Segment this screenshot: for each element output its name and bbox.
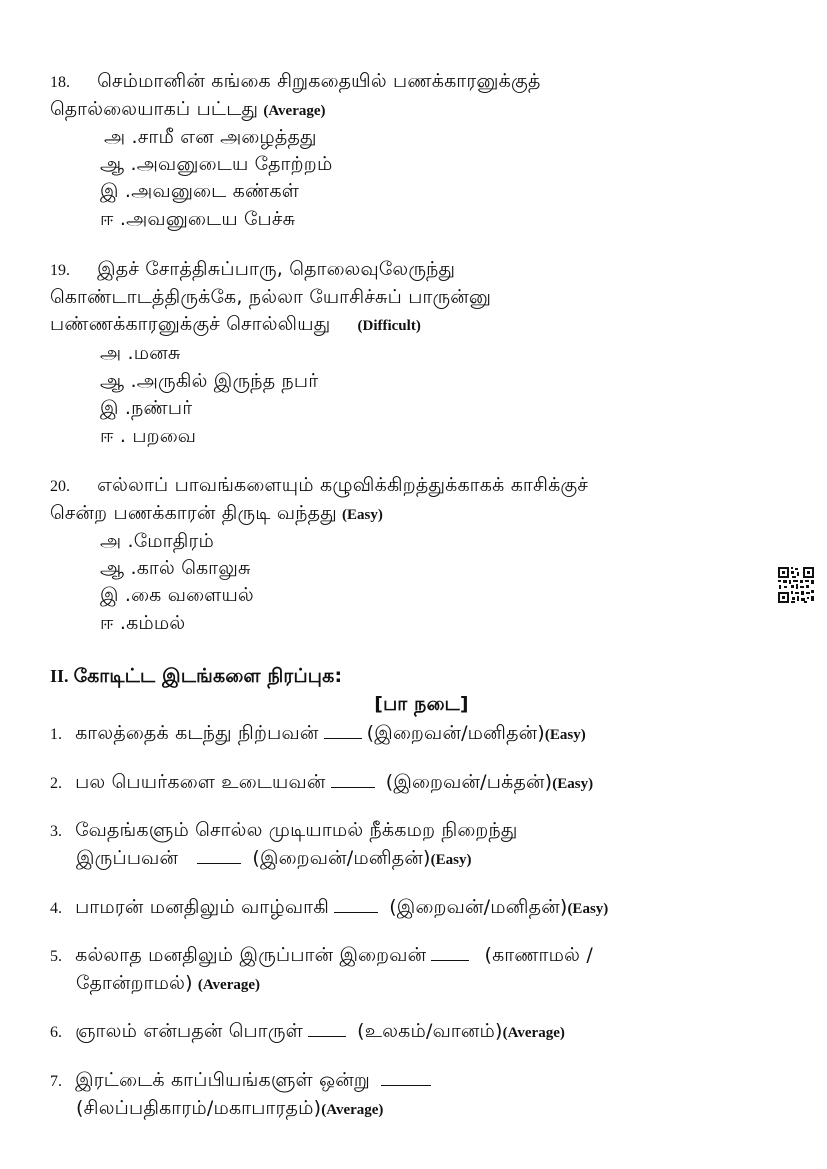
item-text: காலத்தைக் கடந்து நிற்பவன் bbox=[75, 722, 319, 744]
item-number: 6. bbox=[50, 1024, 62, 1041]
option-i: இ .அவனுடை கண்கள் bbox=[100, 180, 300, 202]
option-a: அ .சாமீ என அழைத்தது bbox=[104, 126, 317, 148]
answer-blank[interactable] bbox=[334, 898, 378, 913]
answer-blank[interactable] bbox=[308, 1022, 346, 1037]
item-text: கல்லாத மனதிலும் இருப்பான் இறைவன் bbox=[75, 944, 427, 966]
fill-item-2 bbox=[50, 771, 593, 796]
item-text: ஞாலம் என்பதன் பொருள் bbox=[75, 1020, 303, 1042]
option-aa: ஆ .அருகில் இருந்த நபர் bbox=[100, 370, 319, 392]
answer-blank[interactable] bbox=[324, 724, 362, 739]
fill-item-5-line-2 bbox=[76, 972, 260, 997]
difficulty-label: (Easy) bbox=[567, 901, 609, 917]
question-text: இதச் சோத்திசுப்பாரு, தொலைவுலேருந்து bbox=[97, 258, 456, 280]
option-ii: ஈ . பறவை bbox=[100, 425, 197, 447]
item-choices: (சிலப்பதிகாரம்/மகாபாரதம்) bbox=[76, 1097, 322, 1119]
item-number: 3. bbox=[50, 823, 62, 840]
question-19-line-1 bbox=[50, 258, 455, 283]
difficulty-label: (Average) bbox=[197, 977, 261, 993]
question-19-line-2 bbox=[50, 286, 491, 311]
item-text: பாமரன் மனதிலும் வாழ்வாகி bbox=[75, 896, 329, 918]
item-text: வேதங்களும் சொல்ல முடியாமல் நீக்கமற நிறைந்து bbox=[75, 819, 518, 841]
item-text: பல பெயர்களை உடையவன் bbox=[75, 771, 326, 793]
answer-blank[interactable] bbox=[197, 849, 241, 864]
fill-item-7-line-2 bbox=[76, 1097, 383, 1122]
item-number: 1. bbox=[50, 726, 62, 743]
option-i: இ .கை வளையல் bbox=[100, 584, 254, 606]
fill-item-6 bbox=[50, 1020, 565, 1045]
question-20-line-1 bbox=[50, 474, 588, 499]
item-choices: (இறைவன்/மனிதன்) bbox=[252, 847, 431, 869]
fill-item-3-line-2 bbox=[76, 847, 471, 872]
question-20-line-2 bbox=[50, 502, 383, 527]
answer-blank[interactable] bbox=[431, 946, 469, 961]
fill-item-4 bbox=[50, 896, 608, 921]
option-a: அ .மனசு bbox=[100, 342, 181, 364]
item-number: 4. bbox=[50, 900, 62, 917]
fill-item-3-line-1 bbox=[50, 819, 518, 844]
qr-code-icon bbox=[777, 566, 815, 604]
option-ii: ஈ .அவனுடைய பேச்சு bbox=[100, 208, 296, 230]
fill-item-5-line-1 bbox=[50, 944, 593, 969]
difficulty-label: (Easy) bbox=[342, 507, 383, 523]
question-text: கொண்டாடத்திருக்கே, நல்லா யோசிச்சுப் பாருன்னு bbox=[50, 286, 492, 308]
difficulty-label: (Easy) bbox=[544, 727, 586, 743]
option-ii: ஈ .கம்மல் bbox=[100, 612, 186, 634]
option-aa: ஆ .அவனுடைய தோற்றம் bbox=[100, 153, 333, 175]
question-text: தொல்லையாகப் பட்டது bbox=[50, 98, 259, 120]
section-heading bbox=[50, 665, 342, 690]
question-18-line-2 bbox=[50, 98, 326, 123]
difficulty-label: (Easy) bbox=[552, 776, 594, 792]
difficulty-label: (Easy) bbox=[430, 852, 472, 868]
item-choices: (உலகம்/வானம்) bbox=[357, 1020, 503, 1042]
item-choices: (இறைவன்/மனிதன்) bbox=[389, 896, 568, 918]
item-number: 7. bbox=[50, 1073, 62, 1090]
item-text: இருப்பவன் bbox=[76, 847, 179, 869]
option-a: அ .மோதிரம் bbox=[100, 530, 214, 552]
fill-item-7-line-1 bbox=[50, 1069, 431, 1094]
item-choices: (இறைவன்/பக்தன்) bbox=[385, 771, 553, 793]
difficulty-label: (Average) bbox=[321, 1102, 384, 1118]
question-text: சென்ற பணக்காரன் திருடி வந்தது bbox=[50, 502, 337, 524]
question-18-line-1 bbox=[50, 70, 541, 95]
section-number: II. bbox=[50, 666, 69, 686]
question-text: பண்ணக்காரனுக்குச் சொல்லியது bbox=[50, 313, 331, 335]
item-choices: (காணாமல் / bbox=[484, 944, 593, 966]
fill-item-1 bbox=[50, 722, 586, 747]
question-text: செம்மானின் கங்கை சிறுகதையில் பணக்காரனுக்குத் bbox=[97, 70, 541, 92]
question-number: 19. bbox=[50, 262, 70, 279]
item-number: 2. bbox=[50, 775, 62, 792]
difficulty-label: (Difficult) bbox=[357, 318, 421, 334]
option-aa: ஆ .கால் கொலுசு bbox=[100, 557, 251, 579]
item-number: 5. bbox=[50, 948, 62, 965]
answer-blank[interactable] bbox=[381, 1071, 431, 1086]
question-19-line-3 bbox=[50, 313, 421, 338]
question-text: எல்லாப் பாவங்களையும் கழுவிக்கிறத்துக்காகக் காசிக்குச் bbox=[97, 474, 589, 496]
question-number: 18. bbox=[50, 74, 70, 91]
question-number: 20. bbox=[50, 478, 70, 495]
item-choices: (இறைவன்/மனிதன்) bbox=[366, 722, 545, 744]
item-text: இரட்டைக் காப்பியங்களுள் ஒன்று bbox=[75, 1069, 370, 1091]
item-choices: தோன்றாமல்) bbox=[76, 972, 193, 994]
difficulty-label: (Average) bbox=[263, 103, 326, 119]
difficulty-label: (Average) bbox=[502, 1025, 565, 1041]
section-subtitle: [பா நடை] bbox=[374, 693, 469, 715]
section-title: கோடிட்ட இடங்களை நிரப்புக: bbox=[73, 665, 343, 687]
option-i: இ .நண்பர் bbox=[100, 397, 193, 419]
answer-blank[interactable] bbox=[331, 773, 375, 788]
